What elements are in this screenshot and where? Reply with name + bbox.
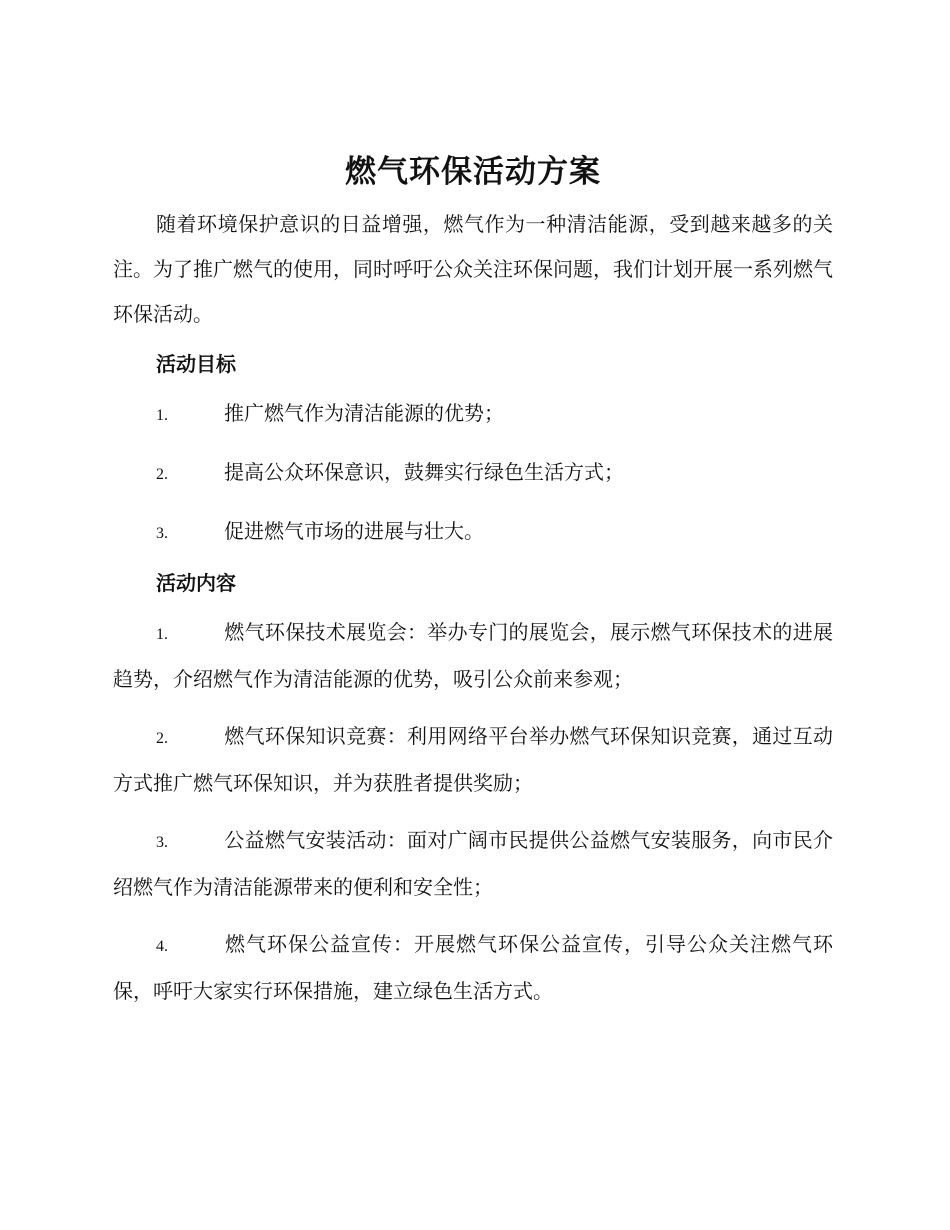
list-text: 提高公众环保意识，鼓舞实行绿色生活方式； bbox=[224, 460, 624, 484]
goals-heading: 活动目标 bbox=[156, 352, 236, 376]
list-text: 公益燃气安装活动：面对广阔市民提供公益燃气安装服务，向市民介绍燃气作为清洁能源带来的便利和安全性； bbox=[113, 828, 833, 899]
list-number: 3. bbox=[156, 834, 168, 851]
list-text: 推广燃气作为清洁能源的优势； bbox=[224, 401, 504, 425]
list-number: 4. bbox=[156, 938, 168, 955]
list-number: 2. bbox=[156, 730, 168, 747]
list-item bbox=[113, 714, 833, 806]
list-number: 1. bbox=[156, 626, 168, 643]
list-item bbox=[113, 450, 833, 497]
list-item bbox=[113, 509, 833, 556]
document-title: 燃气环保活动方案 bbox=[345, 154, 601, 190]
list-text: 燃气环保技术展览会：举办专门的展览会，展示燃气环保技术的进展趋势，介绍燃气作为清洁能源的优势，吸引公众前来参观； bbox=[113, 620, 833, 691]
list-number: 1. bbox=[156, 407, 168, 424]
list-item bbox=[113, 391, 833, 438]
list-text: 促进燃气市场的进展与壮大。 bbox=[224, 519, 484, 543]
list-text: 燃气环保知识竞赛：利用网络平台举办燃气环保知识竞赛，通过互动方式推广燃气环保知识，并为获胜者提供奖励； bbox=[113, 724, 833, 795]
list-text: 燃气环保公益宣传：开展燃气环保公益宣传，引导公众关注燃气环保，呼吁大家实行环保措施，建立绿色生活方式。 bbox=[113, 932, 833, 1003]
list-number: 3. bbox=[156, 525, 168, 542]
content-list bbox=[113, 610, 833, 1014]
goals-list bbox=[113, 391, 833, 556]
list-item bbox=[113, 922, 833, 1014]
list-item bbox=[113, 610, 833, 702]
document-page bbox=[113, 150, 833, 1026]
list-number: 2. bbox=[156, 466, 168, 483]
list-item bbox=[113, 818, 833, 910]
content-heading: 活动内容 bbox=[156, 571, 236, 595]
intro-paragraph: 随着环境保护意识的日益增强，燃气作为一种清洁能源，受到越来越多的关注。为了推广燃气的使用，同时呼吁公众关注环保问题，我们计划开展一系列燃气环保活动。 bbox=[113, 212, 833, 326]
